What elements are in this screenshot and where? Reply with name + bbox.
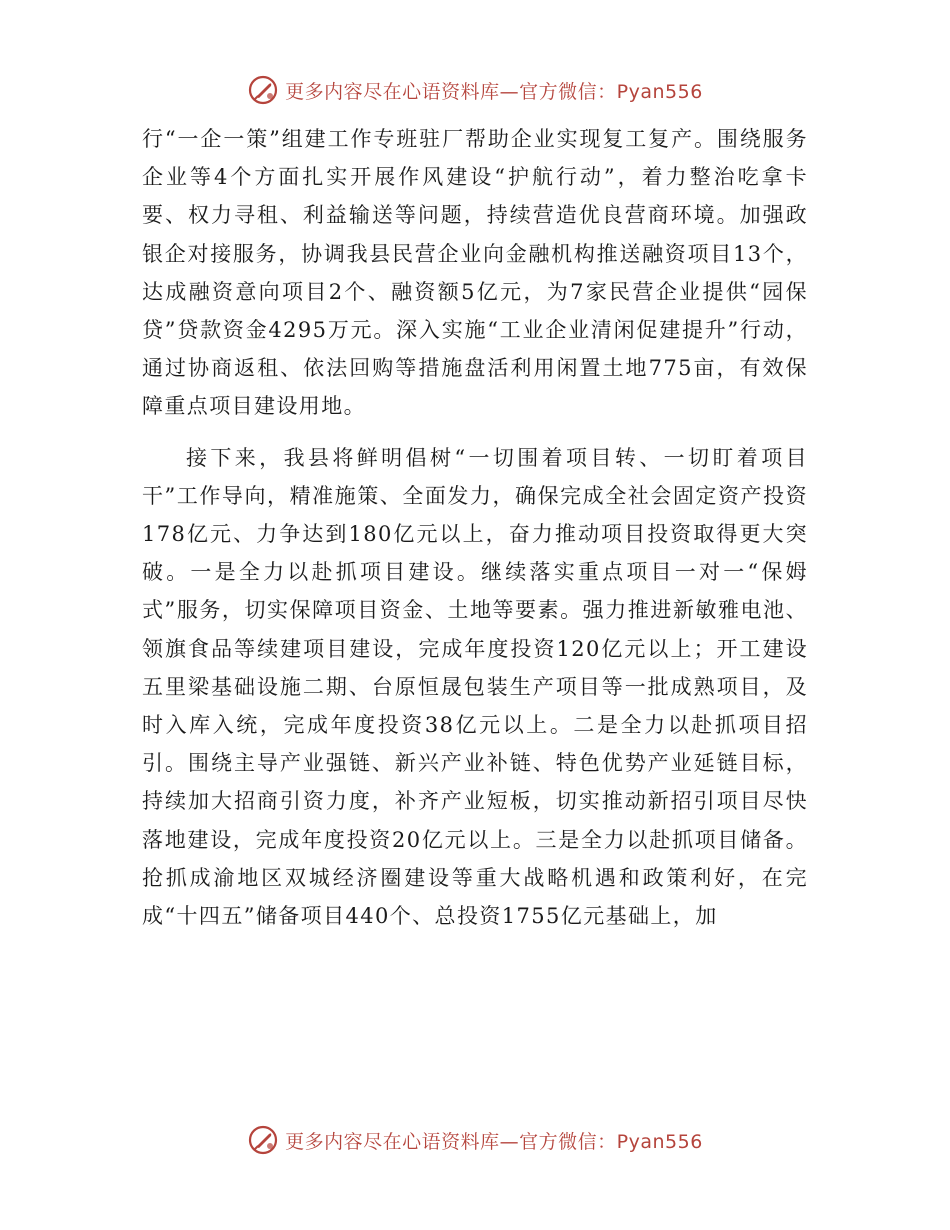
paragraph-1: 行“一企一策”组建工作专班驻厂帮助企业实现复工复产。围绕服务企业等4个方面扎实开展作风建设“护航行动”，着力整治吃拿卡要、权力寻租、利益输送等问题，持续营造优良营商环境。加强政银企对接服务，协调我县民营企业向金融机构推送融资项目13个，达成融资意向项目2个、融资额5亿元，为7家民营企业提供“园保贷”贷款资金4295万元。深入实施“工业企业清闲促建提升”行动，通过协商返租、依法回购等措施盘活利用闲置土地775亩，有效保障重点项目建设用地。 (142, 127, 808, 419)
document-body (142, 120, 808, 948)
header-banner-text: 更多内容尽在心语资料库—官方微信：Pyan556 (285, 80, 703, 103)
paragraph-2: 接下来，我县将鲜明倡树“一切围着项目转、一切盯着项目干”工作导向，精准施策、全面发力，确保完成全社会固定资产投资178亿元、力争达到180亿元以上，奋力推动项目投资取得更大突破。一是全力以赴抓项目建设。继续落实重点项目一对一“保姆式”服务，切实保障项目资金、土地等要素。强力推进新敏雅电池、领旗食品等续建项目建设，完成年度投资120亿元以上；开工建设五里梁基础设施二期、台原恒晟包装生产项目等一批成熟项目，及时入库入统，完成年度投资38亿元以上。二是全力以赴抓项目招引。围绕主导产业强链、新兴产业补链、特色优势产业延链目标，持续加大招商引资力度，补齐产业短板，切实推动新招引项目尽快落地建设，完成年度投资20亿元以上。三是全力以赴抓项目储备。抢抓成渝地区双城经济圈建设等重大战略机遇和政策利好，在完成“十四五”储备项目440个、总投资1755亿元基础上，加 (142, 445, 808, 929)
header-banner (0, 72, 950, 108)
quill-pen-seal-icon (247, 1124, 279, 1156)
footer-banner-text: 更多内容尽在心语资料库—官方微信：Pyan556 (285, 1130, 703, 1153)
quill-pen-seal-icon (247, 74, 279, 106)
footer-banner (0, 1122, 950, 1158)
